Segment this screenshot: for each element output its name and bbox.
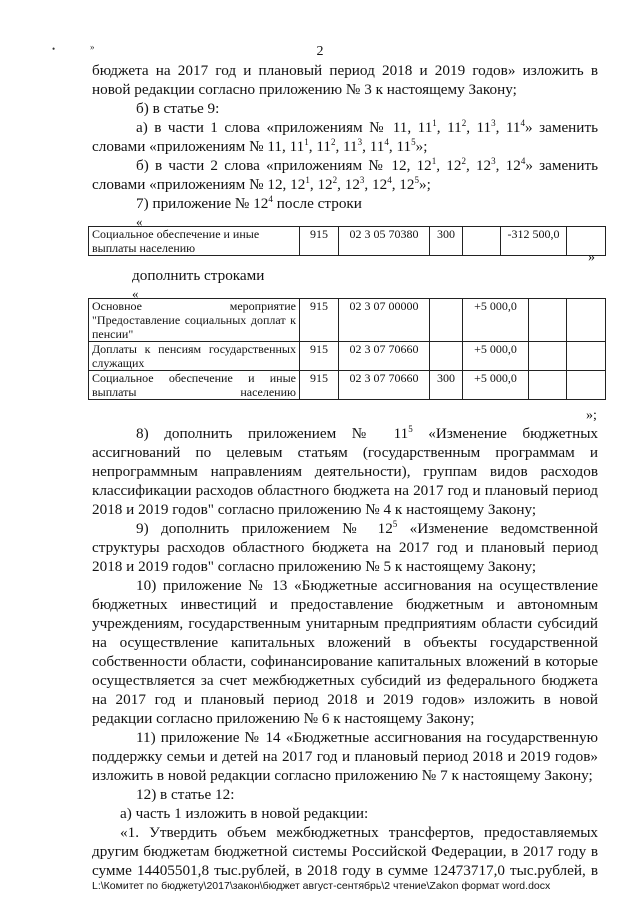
text-line-a1: а) в части 1 слова «приложениям № 11, $11^1$, $11^2$, $11^3$, $11^4$» заменить xyxy=(136,117,599,136)
text-line-b2: словами «приложениям № 12, $12^1$, $12^2$, $12^3$, $12^4$, $12^5$»; xyxy=(92,174,431,193)
cell-empty xyxy=(567,299,606,342)
cell-name: Основное мероприятие "Предоставление социальных доплат к пенсии" xyxy=(89,299,300,342)
text-line: новой редакции согласно приложению № 3 к настоящему Закону; xyxy=(92,81,517,98)
text-line: ассигнований по целевым статьям (государственным программам и xyxy=(92,444,598,461)
text-line: классификации расходов областного бюджета на 2017 год и плановый период xyxy=(92,482,598,499)
text-line-b1: б) в части 2 слова «приложениям № 12, $12^1$, $12^2$, $12^3$, $12^4$» заменить xyxy=(136,155,599,174)
text-line: 2018 и 2019 годов" согласно приложению № 4 к настоящему Закону; xyxy=(92,501,537,518)
cell-empty xyxy=(567,227,606,256)
cell-csr: 02 3 07 70660 xyxy=(339,371,430,400)
quote-open: « xyxy=(136,214,143,229)
cell-empty xyxy=(529,371,567,400)
cell-sum: -312 500,0 xyxy=(501,227,567,256)
cell-empty xyxy=(567,371,606,400)
cell-name: Доплаты к пенсиям государственных служащих xyxy=(89,342,300,371)
text-line-quote1: «1. Утвердить объем межбюджетных трансфертов, предоставляемых xyxy=(120,824,598,841)
cell-grbs: 915 xyxy=(300,227,339,256)
cell-sum: +5 000,0 xyxy=(463,342,529,371)
text-line: редакции согласно приложению № 6 к настоящему Закону; xyxy=(92,710,475,727)
text-line: поддержку семьи и детей на 2017 год и плановый период 2018 и 2019 годов» xyxy=(92,748,598,765)
table-row xyxy=(89,342,606,371)
cell-grbs: 915 xyxy=(300,299,339,342)
table-row xyxy=(89,299,606,342)
quote-open: « xyxy=(132,286,139,301)
cell-empty xyxy=(529,342,567,371)
text-line: бюджетных инвестиций и предоставление бюджетным и автономным xyxy=(92,596,598,613)
cell-empty xyxy=(463,227,501,256)
text-line: осуществляется за счет межбюджетных субсидий из федерального бюджета xyxy=(92,672,598,689)
margin-mark-left: • xyxy=(52,44,56,54)
text-line: структуры расходов областного бюджета на 2017 год и плановый период xyxy=(92,539,598,556)
cell-vr xyxy=(430,342,463,371)
cell-csr: 02 3 05 70380 xyxy=(339,227,430,256)
cell-name: Социальное обеспечение и иные выплаты населению xyxy=(89,371,300,400)
cell-vr: 300 xyxy=(430,371,463,400)
table-row xyxy=(89,371,606,400)
text-line-item11: 11) приложение № 14 «Бюджетные ассигнования на государственную xyxy=(136,729,598,746)
text-line: изложить в новой редакции согласно приложению № 7 к настоящему Закону; xyxy=(92,767,593,784)
cell-vr: 300 xyxy=(430,227,463,256)
cell-csr: 02 3 07 70660 xyxy=(339,342,430,371)
page-number: 2 xyxy=(316,44,324,59)
quote-close-semicolon: »; xyxy=(586,408,597,423)
text-line: на осуществление капитальных вложений в объекты государственной xyxy=(92,634,598,651)
cell-csr: 02 3 07 00000 xyxy=(339,299,430,342)
text-line: сумме 14405501,8 тыс.рублей, в 2018 году в сумме 12473717,0 тыс.рублей, в xyxy=(92,862,598,879)
text-line: собственности области, софинансирование капитальных вложений в которые xyxy=(92,653,598,670)
quote-close: » xyxy=(588,250,595,265)
text-line: учреждениям, государственным унитарным предприятиям области субсидий xyxy=(92,615,598,632)
table-original-row xyxy=(88,226,606,256)
text-line-item12: 12) в статье 12: xyxy=(136,786,235,803)
cell-empty xyxy=(567,342,606,371)
cell-grbs: 915 xyxy=(300,371,339,400)
text-line-item7: 7) приложение № $12^4$ после строки xyxy=(136,193,362,212)
text-line-item10: 10) приложение № 13 «Бюджетные ассигнования на осуществление xyxy=(136,577,598,594)
text-line: б) в статье 9: xyxy=(136,100,220,117)
text-line: другим бюджетам бюджетной системы Российской Федерации, в 2017 году в xyxy=(92,843,598,860)
cell-name: Социальное обеспечение и иные выплаты населению xyxy=(89,227,300,256)
text-line: непрограммным направлениям деятельности), группам видов расходов xyxy=(92,463,598,480)
text-line-item8: 8) дополнить приложением № $11^5$ «Изменение бюджетных xyxy=(136,423,598,442)
cell-empty xyxy=(529,299,567,342)
add-rows-label: дополнить строками xyxy=(132,267,265,284)
footer-file-path: L:\Комитет по бюджету\2017\закон\бюджет август-сентябрь\2 чтение\Zakon формат word.docx xyxy=(92,880,551,892)
text-line: 2018 и 2019 годов" согласно приложению № 5 к настоящему Закону; xyxy=(92,558,537,575)
text-line: на 2017 год и плановый период 2018 и 2019 годов» изложить в новой xyxy=(92,691,598,708)
margin-mark-right: » xyxy=(90,42,95,52)
text-line-item9: 9) дополнить приложением № $12^5$ «Изменение ведомственной xyxy=(136,518,598,537)
text-line-item12a: а) часть 1 изложить в новой редакции: xyxy=(120,805,369,822)
table-row xyxy=(89,227,606,256)
cell-grbs: 915 xyxy=(300,342,339,371)
cell-sum: +5 000,0 xyxy=(463,371,529,400)
cell-vr xyxy=(430,299,463,342)
cell-sum: +5 000,0 xyxy=(463,299,529,342)
text-line: бюджета на 2017 год и плановый период 2018 и 2019 годов» изложить в xyxy=(92,62,598,79)
text-line-a2: словами «приложениям № 11, $11^1$, $11^2$, $11^3$, $11^4$, $11^5$»; xyxy=(92,136,428,155)
table-added-rows xyxy=(88,298,606,400)
